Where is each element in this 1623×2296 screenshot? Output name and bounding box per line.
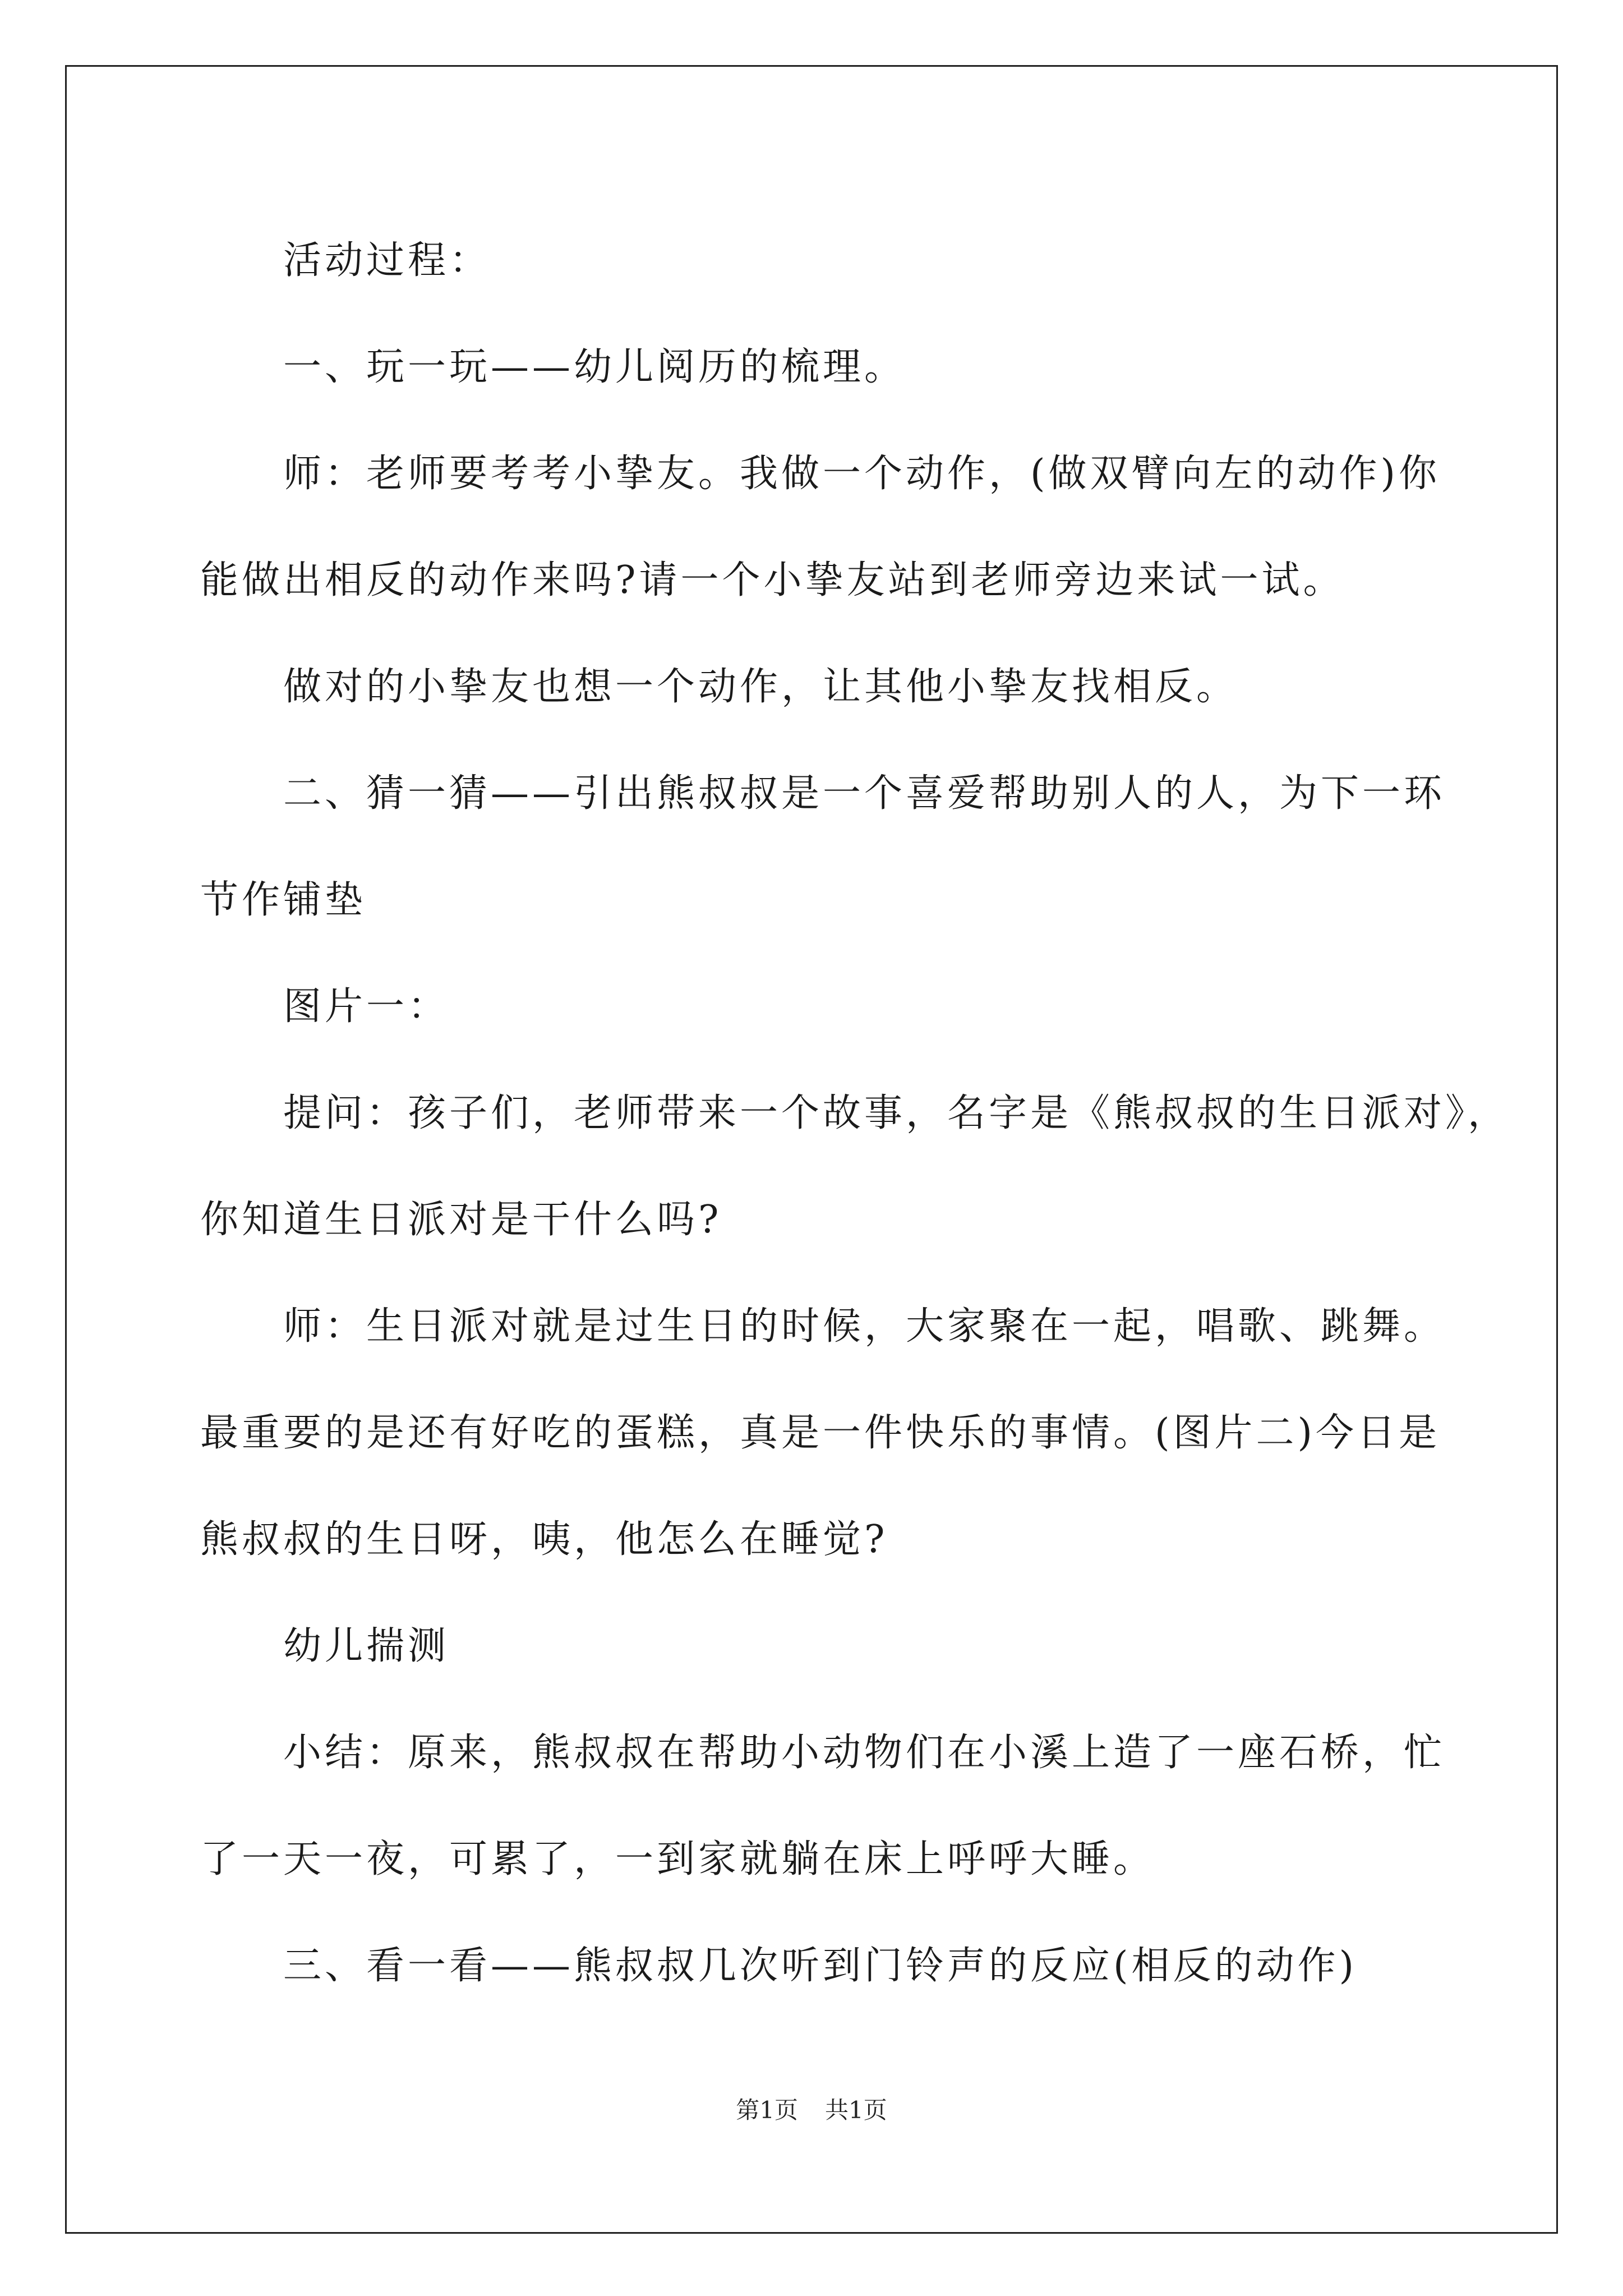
- paragraph-question: 提问：孩子们，老师带来一个故事，名字是《熊叔叔的生日派对》，: [283, 1091, 1510, 1135]
- paragraph-children-guess: 幼儿揣测: [283, 1624, 450, 1668]
- paragraph-section-two-heading-cont: 节作铺垫: [200, 878, 367, 922]
- paragraph-teacher-line-2-cont: 最重要的是还有好吃的蛋糕，真是一件快乐的事情。(图片二)今日是: [200, 1411, 1441, 1455]
- paragraph-teacher-line-1-cont: 能做出相反的动作来吗?请一个小挚友站到老师旁边来试一试。: [200, 558, 1345, 602]
- paragraph-teacher-line-2: 师：生日派对就是过生日的时候，大家聚在一起，唱歌、跳舞。: [283, 1304, 1446, 1349]
- page-number: 第1页: [736, 2096, 798, 2124]
- page-footer: [0, 2093, 1623, 2127]
- paragraph-section-two-heading: 二、猜一猜——引出熊叔叔是一个喜爱帮助别人的人，为下一环: [283, 771, 1446, 816]
- document-body: [200, 208, 1510, 2019]
- paragraph-activity-process: 活动过程：: [283, 238, 491, 283]
- paragraph-teacher-line-1: 师：老师要考考小挚友。我做一个动作，(做双臂向左的动作)你: [283, 452, 1441, 496]
- paragraph-summary: 小结：原来，熊叔叔在帮助小动物们在小溪上造了一座石桥，忙: [283, 1731, 1446, 1775]
- paragraph-summary-cont: 了一天一夜，可累了，一到家就躺在床上呼呼大睡。: [200, 1837, 1155, 1881]
- paragraph-teacher-line-2-end: 熊叔叔的生日呀，咦，他怎么在睡觉?: [200, 1517, 888, 1562]
- paragraph-picture-one: 图片一：: [283, 984, 450, 1029]
- paragraph-section-three-heading: 三、看一看——熊叔叔几次听到门铃声的反应(相反的动作): [283, 1944, 1358, 1988]
- page-total: 共1页: [825, 2096, 887, 2124]
- paragraph-question-cont: 你知道生日派对是干什么吗?: [200, 1198, 722, 1242]
- paragraph-section-one-heading: 一、玩一玩——幼儿阅历的梳理。: [283, 345, 906, 389]
- paragraph-children-action: 做对的小挚友也想一个动作，让其他小挚友找相反。: [283, 665, 1238, 709]
